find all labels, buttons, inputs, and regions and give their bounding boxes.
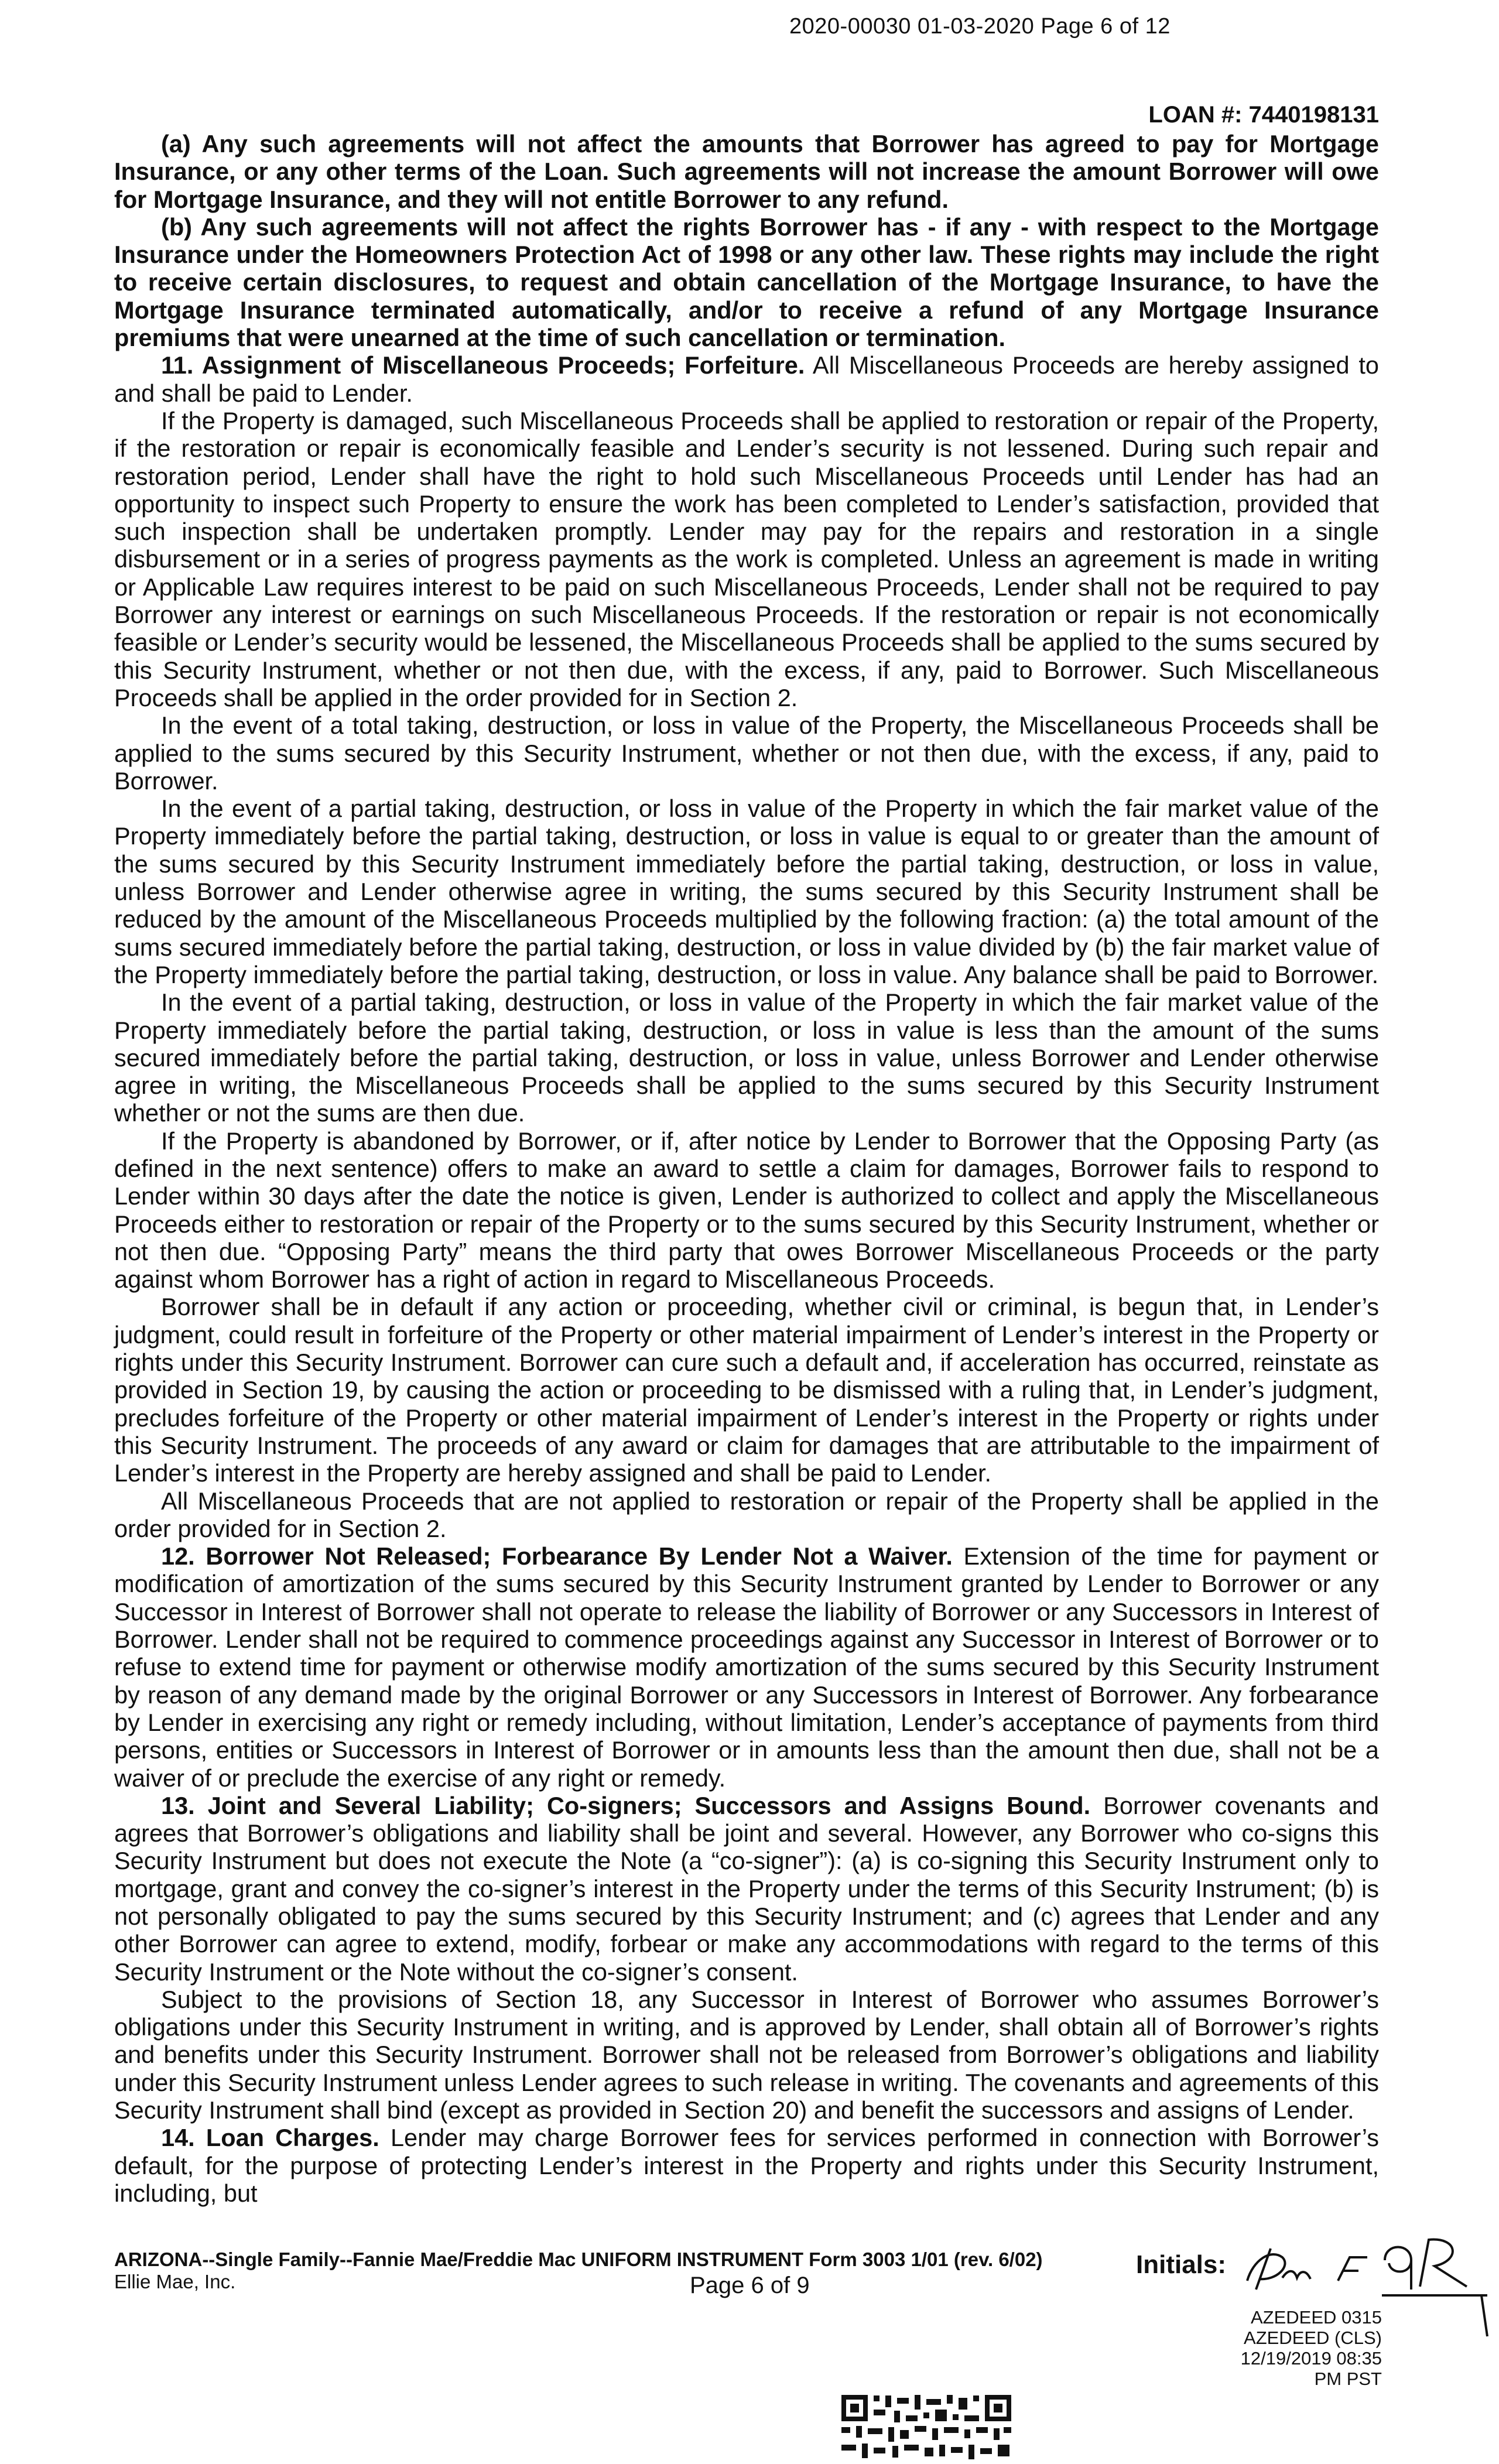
paragraph-b: (b) Any such agreements will not affect the rights Borrower has - if any - with respect to the Mortgage Insurance under the Homeowners Protection Act of 1998 or any other law. These rights may include the right to receive certain disclosures, to request and obtain cancellation of the Mortgage Insurance, to have the Mortgage Insurance terminated automatically, and/or to receive a refund of any Mortgage Insurance premiums that were unearned at the time of such cancellation or termination. <box>114 213 1379 352</box>
form-code: AZEDEED 0315 <box>1251 2307 1382 2328</box>
initials-label: Initials: <box>1136 2250 1227 2279</box>
paragraph-a: (a) Any such agreements will not affect the amounts that Borrower has agreed to pay for Mortgage Insurance, or any other terms of the Loan. Such agreements will not increase the amount Borrower will owe for Mortgage Insurance, and they will not entitle Borrower to any refund. <box>114 130 1379 213</box>
section-14-heading: 14. Loan Charges. <box>161 2124 379 2152</box>
form-code-cls: AZEDEED (CLS) <box>1244 2328 1382 2348</box>
section-11-p8: All Miscellaneous Proceeds that are not applied to restoration or repair of the Property shall be applied in the order provided for in Section 2. <box>114 1487 1379 1542</box>
document-body <box>114 130 1379 2207</box>
section-11-p7: Borrower shall be in default if any action or proceeding, whether civil or criminal, is begun that, in Lender’s judgment, could result in forfeiture of the Property or other material impairment of Lender’s interest in the Property or rights under this Security Instrument. Borrower can cure such a default and, if acceleration has occurred, reinstate as provided in Section 19, by causing the action or proceeding to be dismissed with a ruling that, in Lender’s judgment, precludes forfeiture of the Property or other material impairment of Lender’s interest in the Property or rights under this Security Instrument. The proceeds of any award or claim for damages that are attributable to the impairment of Lender’s interest in the Property are hereby assigned and shall be paid to Lender. <box>114 1293 1379 1487</box>
section-12-text: Extension of the time for payment or modification of amortization of the sums secured by this Security Instrument granted by Lender to Borrower or any Successor in Interest of Borrower shall not operate to release the liability of Borrower or any Successors in Interest of Borrower. Lender shall not be required to commence proceedings against any Successor in Interest of Borrower or to refuse to extend time for payment or otherwise modify amortization of the sums secured by this Security Instrument by reason of any demand made by the original Borrower or any Successors in Interest of Borrower. Any forbearance by Lender in exercising any right or remedy including, without limitation, Lender’s acceptance of payments from third persons, entities or Successors in Interest of Borrower or in amounts less than the amount then due, shall not be a waiver of or preclude the exercise of any right or remedy. <box>114 1542 1379 1792</box>
vendor-name: Ellie Mae, Inc. <box>114 2271 236 2292</box>
page-number: Page 6 of 9 <box>690 2273 810 2298</box>
form-footer <box>114 2249 1043 2293</box>
section-11-intro: All Miscellaneous Proceeds are hereby assigned to and shall be paid to Lender. <box>114 351 1380 407</box>
section-13-heading: 13. Joint and Several Liability; Co-signers; Successors and Assigns Bound. <box>161 1791 1091 1819</box>
section-14-text: Lender may charge Borrower fees for services performed in connection with Borrower’s default, for the purpose of protecting Lender’s interest in the Property and rights under this Security Instrument, including, but <box>114 2124 1379 2207</box>
section-11-p6: If the Property is abandoned by Borrower, or if, after notice by Lender to Borrower that the Opposing Party (as defined in the next sentence) offers to make an award to settle a claim for damages, Borrower fails to respond to Lender within 30 days after the date the notice is given, Lender is authorized to collect and apply the Miscellaneous Proceeds either to restoration or repair of the Property or to the sums secured by this Security Instrument, whether or not then due. “Opposing Party” means the third party that owes Borrower Miscellaneous Proceeds or the party against whom Borrower has a right of action in regard to Miscellaneous Proceeds. <box>114 1127 1379 1293</box>
section-11-p5: In the event of a partial taking, destruction, or loss in value of the Property in which the fair market value of the Property immediately before the partial taking, destruction, or loss in value is less than the amount of the sums secured immediately before the partial taking, destruction, or loss in value, unless Borrower and Lender otherwise agree in writing, the Miscellaneous Proceeds shall be applied to the sums secured by this Security Instrument whether or not the sums are then due. <box>114 988 1379 1127</box>
qr-barcode <box>839 2392 1014 2462</box>
loan-number: LOAN #: 7440198131 <box>1148 102 1379 128</box>
section-13 <box>114 1792 1379 1986</box>
section-11-p3: In the event of a total taking, destruction, or loss in value of the Property, the Miscellaneous Proceeds shall be applied to the sums secured by this Security Instrument, whether or not then due, with the excess, if any, paid to Borrower. <box>114 711 1379 795</box>
form-line: ARIZONA--Single Family--Fannie Mae/Freddie Mac UNIFORM INSTRUMENT Form 3003 1/01 (rev. 6/02) <box>114 2249 1043 2270</box>
section-13-text: Borrower covenants and agrees that Borrower’s obligations and liability shall be joint and several. However, any Borrower who co-signs this Security Instrument but does not execute the Note (a “co-signer”): (a) is co-signing this Security Instrument only to mortgage, grant and convey the co-signer’s interest in the Property under the terms of this Security Instrument; (b) is not personally obligated to pay the sums secured by this Security Instrument; and (c) agrees that Lender and any other Borrower can agree to extend, modify, forbear or make any accommodations with regard to the terms of this Security Instrument or the Note without the co-signer’s consent. <box>114 1791 1379 1986</box>
section-11-p4: In the event of a partial taking, destruction, or loss in value of the Property in which the fair market value of the Property immediately before the partial taking, destruction, or loss in value is equal to or greater than the amount of the sums secured by this Security Instrument immediately before the partial taking, destruction, or loss in value, unless Borrower and Lender otherwise agree in writing, the sums secured by this Security Instrument shall be reduced by the amount of the Miscellaneous Proceeds multiplied by the following fraction: (a) the total amount of the sums secured immediately before the partial taking, destruction, or loss in value divided by (b) the fair market value of the Property immediately before the partial taking, destruction, or loss in value. Any balance shall be paid to Borrower. <box>114 795 1379 988</box>
section-11-p2: If the Property is damaged, such Miscellaneous Proceeds shall be applied to restoration or repair of the Property, if the restoration or repair is economically feasible and Lender’s security is not lessened. During such repair and restoration period, Lender shall have the right to hold such Miscellaneous Proceeds until Lender has had an opportunity to inspect such Property to ensure the work has been completed to Lender’s satisfaction, provided that such inspection shall be undertaken promptly. Lender may pay for the repairs and restoration in a single disbursement or in a series of progress payments as the work is completed. Unless an agreement is made in writing or Applicable Law requires interest to be paid on such Miscellaneous Proceeds, Lender shall not be required to pay Borrower any interest or earnings on such Miscellaneous Proceeds. If the restoration or repair is not economically feasible or Lender’s security would be lessened, the Miscellaneous Proceeds shall be applied to the sums secured by this Security Instrument, whether or not then due, with the excess, if any, paid to Borrower. Such Miscellaneous Proceeds shall be applied in the order provided for in Section 2. <box>114 406 1379 711</box>
section-11-heading: 11. Assignment of Miscellaneous Proceeds; Forfeiture. <box>161 351 805 379</box>
section-12 <box>114 1542 1379 1792</box>
section-11 <box>114 351 1379 407</box>
section-13-p2: Subject to the provisions of Section 18, any Successor in Interest of Borrower who assumes Borrower’s obligations under this Security Instrument in writing, and is approved by Lender, shall obtain all of Borrower’s rights and benefits under this Security Instrument. Borrower shall not be released from Borrower’s obligations and liability under this Security Instrument unless Lender agrees to such release in writing. The covenants and agreements of this Security Instrument shall bind (except as provided in Section 20) and benefit the successors and assigns of Lender. <box>114 1985 1379 2124</box>
section-14 <box>114 2124 1379 2207</box>
print-timestamp: 12/19/2019 08:35 PM PST <box>1240 2348 1382 2389</box>
section-12-heading: 12. Borrower Not Released; Forbearance By Lender Not a Waiver. <box>161 1542 953 1570</box>
document-codes <box>1218 2307 1382 2389</box>
recording-number: 2020-00030 01-03-2020 Page 6 of 12 <box>789 14 1171 39</box>
